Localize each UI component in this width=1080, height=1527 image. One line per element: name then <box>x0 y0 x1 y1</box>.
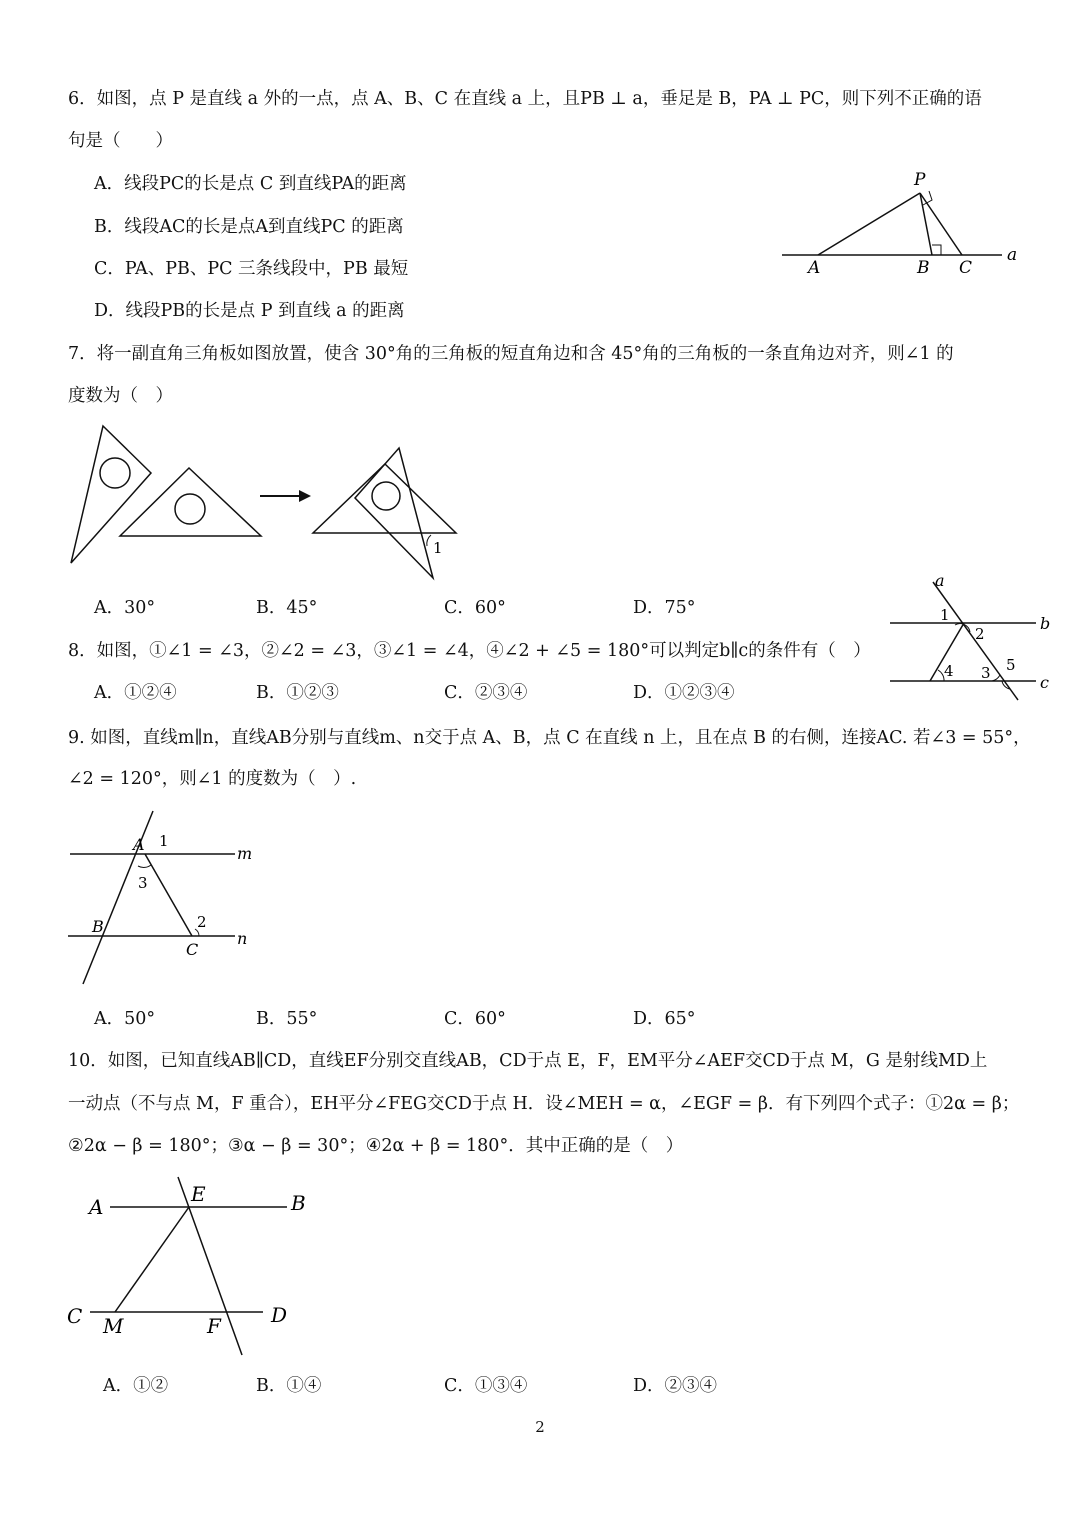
q9-label-3: 3 <box>138 874 148 892</box>
q6-option-b: B．线段AC的长是点A到直线PC 的距离 <box>94 217 404 237</box>
q9-label-a: A <box>133 835 145 854</box>
q9-label-m: m <box>237 844 253 863</box>
q8-option-a: A．①②④ <box>94 683 177 703</box>
q10-label-b: B <box>291 1191 306 1215</box>
page-number: 2 <box>535 1418 545 1436</box>
q9-stem-line2: ∠2 = 120°，则∠1 的度数为（ ）. <box>68 769 357 789</box>
q7-stem-line2: 度数为（ ） <box>68 386 173 406</box>
q10-option-c: C．①③④ <box>444 1376 528 1396</box>
q8-option-c: C．②③④ <box>444 683 528 703</box>
q9-option-b: B．55° <box>256 1009 318 1029</box>
q10-label-e: E <box>191 1182 206 1206</box>
q7-stem-line1: 7．将一副直角三角板如图放置，使含 30°角的三角板的短直角边和含 45°角的三角板的一条直角边对齐，则∠1 的 <box>68 344 954 364</box>
q10-figure <box>65 1172 325 1362</box>
q6-label-b: B <box>917 258 930 278</box>
q10-stem-line1: 10．如图，已知直线AB∥CD，直线EF分别交直线AB，CD于点 E，F，EM平分∠AEF交CD于点 M，G 是射线MD上 <box>68 1051 988 1071</box>
q7-option-d: D．75° <box>633 598 696 618</box>
q9-figure <box>65 808 265 988</box>
q7-label-1: 1 <box>433 539 443 557</box>
q8-option-b: B．①②③ <box>256 683 339 703</box>
q6-label-a-line: a <box>1007 245 1018 265</box>
q8-label-4: 4 <box>944 662 954 680</box>
q6-option-a: A．线段PC的长是点 C 到直线PA的距离 <box>94 174 407 194</box>
q10-stem-line3: ②2α − β = 180°；③α − β = 30°；④2α + β = 180°．其中正确的是（ ） <box>68 1136 684 1156</box>
q6-option-d: D．线段PB的长是点 P 到直线 a 的距离 <box>94 301 405 321</box>
q9-label-2: 2 <box>197 913 207 931</box>
q7-option-b: B．45° <box>256 598 318 618</box>
q6-label-p: P <box>914 170 926 190</box>
q6-label-c: C <box>959 258 973 278</box>
q9-label-1: 1 <box>159 832 169 850</box>
q10-label-d: D <box>271 1303 288 1327</box>
q6-stem-line2: 句是（ ） <box>68 131 173 151</box>
q9-stem-line1: 9. 如图，直线m∥n，直线AB分别与直线m、n交于点 A、B，点 C 在直线 n 上，且在点 B 的右侧，连接AC. 若∠3 = 55°， <box>68 728 1031 748</box>
q9-option-d: D．65° <box>633 1009 696 1029</box>
q10-option-a: A．①② <box>103 1376 169 1396</box>
q6-label-a: A <box>808 258 821 278</box>
q6-option-c: C．PA、PB、PC 三条线段中，PB 最短 <box>94 259 409 279</box>
q10-stem-line2: 一动点（不与点 M，F 重合），EH平分∠FEG交CD于点 H．设∠MEH = α，∠EGF = β．有下列四个式子：①2α = β； <box>68 1094 1020 1114</box>
q10-label-m: M <box>103 1314 124 1338</box>
q10-label-f: F <box>207 1314 221 1338</box>
q8-label-3: 3 <box>981 664 991 682</box>
q10-label-a: A <box>89 1195 104 1219</box>
q9-option-c: C．60° <box>444 1009 506 1029</box>
q8-label-b: b <box>1040 614 1051 633</box>
q8-label-a: a <box>935 571 945 590</box>
q8-option-d: D．①②③④ <box>633 683 735 703</box>
q8-figure <box>888 572 1058 702</box>
q6-figure <box>780 165 1020 280</box>
q6-stem-line1: 6．如图，点 P 是直线 a 外的一点，点 A、B、C 在直线 a 上，且PB ⊥ a，垂足是 B，PA ⊥ PC，则下列不正确的语 <box>68 89 982 109</box>
q9-option-a: A．50° <box>94 1009 156 1029</box>
q9-label-c: C <box>186 940 199 959</box>
q8-stem-line1: 8．如图，①∠1 = ∠3，②∠2 = ∠3，③∠1 = ∠4，④∠2 + ∠5 = 180°可以判定b∥c的条件有（ ） <box>68 641 871 661</box>
q10-option-d: D．②③④ <box>633 1376 718 1396</box>
q8-label-2: 2 <box>975 625 985 643</box>
q10-label-c: C <box>67 1304 83 1328</box>
q7-option-a: A．30° <box>94 598 156 618</box>
q10-option-b: B．①④ <box>256 1376 322 1396</box>
q7-option-c: C．60° <box>444 598 506 618</box>
q7-figure <box>65 418 465 588</box>
q9-label-b: B <box>92 917 104 936</box>
q8-label-c: c <box>1040 673 1049 692</box>
q8-label-1: 1 <box>940 606 950 624</box>
q9-label-n: n <box>237 929 248 948</box>
q8-label-5: 5 <box>1006 656 1016 674</box>
